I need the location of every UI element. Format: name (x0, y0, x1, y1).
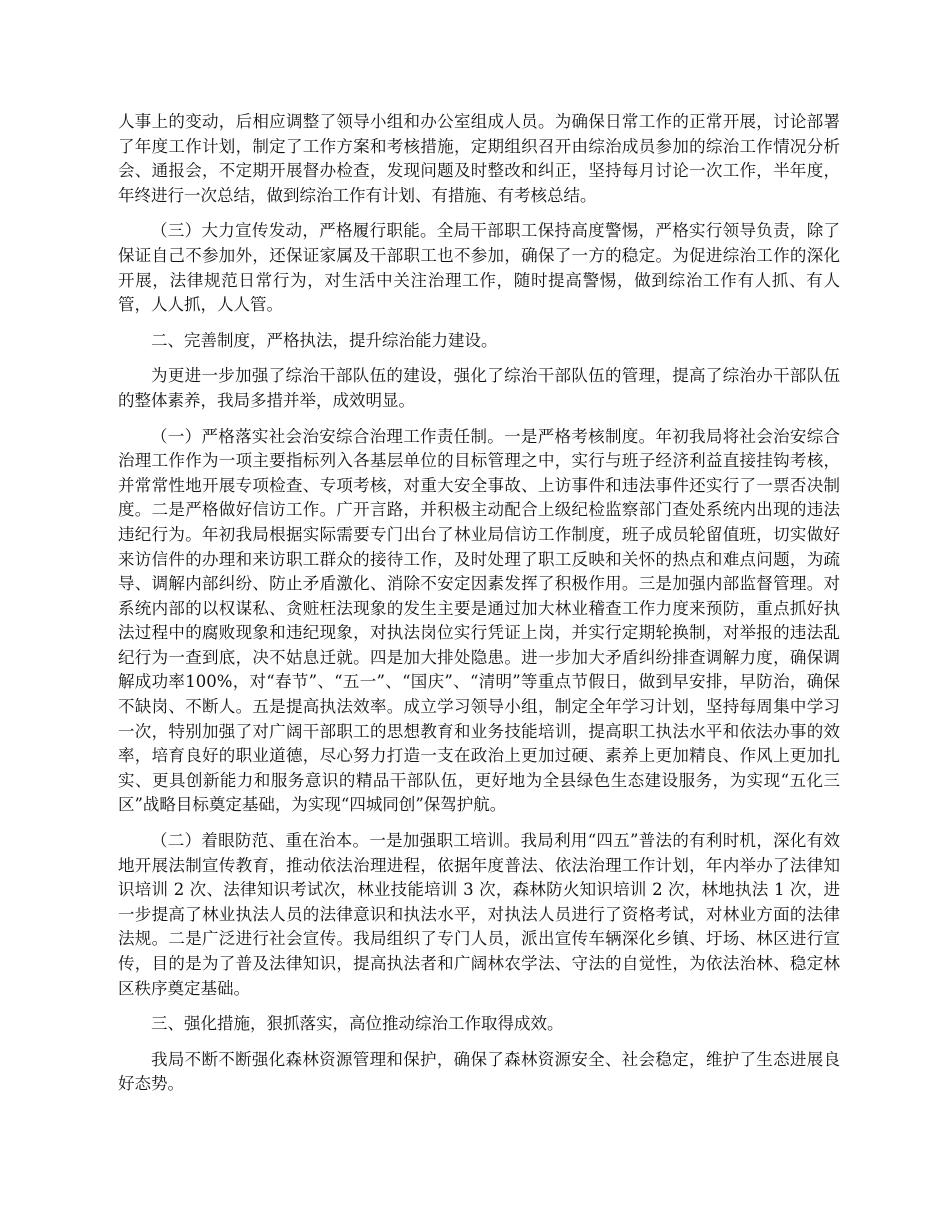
document-page (118, 110, 840, 1108)
paragraph-4: 为更进一步加强了综治干部队伍的建设，强化了综治干部队伍的管理，提高了综治办干部队伍的整体素养，我局多措并举，成效明显。 (118, 366, 840, 410)
section-heading-2: 二、完善制度，严格执法，提升综治能力建设。 (151, 330, 498, 350)
paragraph-6: （二）着眼防范、重在治本。一是加强职工培训。我局利用“四五”普法的有利时机，深化有效地开展法制宣传教育，推动依法治理进程，依据年度普法、依法治理工作计划，年内举办了法律知识培训 2 次、法律知识考试次，林业技能培训 3 次，森林防火知识培训 2 次，林地执法 1 次，进一步提高了林业执法人员的法律意识和执法水平，对执法人员进行了资格考试，对林业方面的法律法规。二是广泛进行社会宣传。我局组织了专门人员，派出宣传车辆深化乡镇、圩场、林区进行宣传，目的是为了普及法律知识，提高执法者和广阔林农学法、守法的自觉性，为依法治林、稳定林区秩序奠定基础。 (118, 831, 840, 998)
paragraph-8: 我局不断不断强化森林资源管理和保护，确保了森林资源安全、社会稳定，维护了生态进展良好态势。 (118, 1049, 840, 1094)
paragraph-5: （一）严格落实社会治安综合治理工作责任制。一是严格考核制度。年初我局将社会治安综合治理工作作为一项主要指标列入各基层单位的目标管理之中，实行与班子经济利益直接挂钩考核，并常常性地开展专项检查、专项考核，对重大安全事故、上访事件和违法事件还实行了一票否决制度。二是严格做好信访工作。广开言路，并积极主动配合上级纪检监察部门查处系统内出现的违法违纪行为。年初我局根据实际需要专门出台了林业局信访工作制度，班子成员轮留值班，切实做好来访信件的办理和来访职工群众的接待工作，及时处理了职工反映和关怀的热点和难点问题，为疏导、调解内部纠纷、防止矛盾激化、消除不安定因素发挥了积极作用。三是加强内部监督管理。对系统内部的以权谋私、贪赃枉法现象的发生主要是通过加大林业稽查工作力度来预防，重点抓好执法过程中的腐败现象和违纪现象，对执法岗位实行凭证上岗，并实行定期轮换制，对举报的违法乱纪行为一查到底，决不姑息迁就。四是加大排处隐患。进一步加大矛盾纠纷排查调解力度，确保调解成功率100%，对“春节”、“五一”、“国庆”、“清明”等重点节假日，做到早安排，早防治，确保不缺岗、不断人。五是提高执法效率。成立学习领导小组，制定全年学习计划，坚持每周集中学习一次，特别加强了对广阔干部职工的思想教育和业务技能培训，提高职工执法水平和依法办事的效率，培育良好的职业道德，尽心努力打造一支在政治上更加过硬、素养上更加精良、作风上更加扎实、更具创新能力和服务意识的精品干部队伍，更好地为全县绿色生态建设服务，为实现“五化三区”战略目标奠定基础，为实现“四城同创”保驾护航。 (118, 426, 840, 815)
section-heading-3: 三、强化措施，狠抓落实，高位推动综治工作取得成效。 (151, 1014, 564, 1034)
paragraph-2: （三）大力宣传发动，严格履行职能。全局干部职工保持高度警惕，严格实行领导负责，除了保证自己不参加外，还保证家属及干部职工也不参加，确保了一方的稳定。为促进综治工作的深化开展，法律规范日常行为，对生活中关注治理工作，随时提高警惕，做到综治工作有人抓、有人管，人人抓，人人管。 (118, 221, 840, 315)
paragraph-1: 人事上的变动，后相应调整了领导小组和办公室组成人员。为确保日常工作的正常开展，讨论部署了年度工作计划，制定了工作方案和考核措施，定期组织召开由综治成员参加的综治工作情况分析会、通报会，不定期开展督办检查，发现问题及时整改和纠正，坚持每月讨论一次工作，半年度，年终进行一次总结，做到综治工作有计划、有措施、有考核总结。 (118, 112, 840, 205)
